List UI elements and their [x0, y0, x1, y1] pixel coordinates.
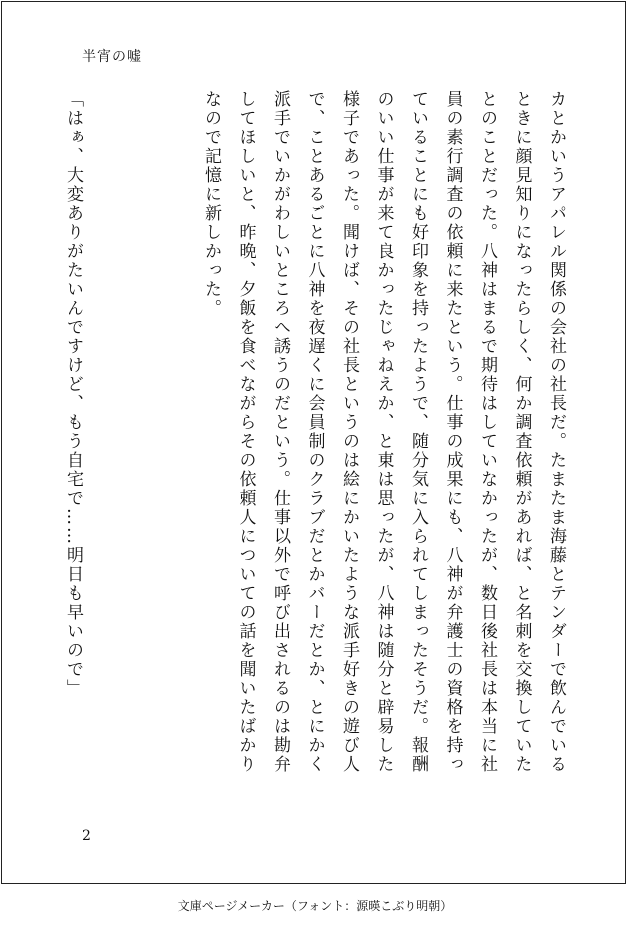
text-line: ていることにも好印象を持ったようで、随分気に入られてしまったそうだ。報酬 — [408, 90, 428, 774]
text-line: してほしいと、昨晩、夕飯を食べながらその依頼人についての話を聞いたばかり — [235, 90, 256, 774]
dialogue-line: 「はぁ、大変ありがたいんですけど、もう自宅で……明日も早いので」 — [63, 90, 83, 698]
text-line: 様子であった。聞けば、その社長というのは絵にかいたような派手好きの遊び人 — [339, 90, 359, 774]
running-title: 半宵の嘘 — [82, 49, 142, 65]
text-line: 員の素行調査の依頼に来たという。仕事の成果にも、八神が弁護士の資格を持っ — [442, 90, 463, 774]
footer-credit: 文庫ページメーカー（フォント：源暎こぶり明朝） — [177, 899, 453, 913]
text-line: ときに顔見知りになったらしく、何か調査依頼があれば、と名刺を交換していた — [511, 90, 532, 774]
text-line: で、ことあるごとに八神を夜遅くに会員制のクラブだとかバーだとか、とにかく — [304, 90, 325, 774]
text-line: 派手でいかがわしいところへ誘うのだという。仕事以外で呼び出されるのは勘弁 — [270, 90, 290, 774]
text-line: なので記憶に新しかった。 — [201, 90, 221, 318]
text-line: のいい仕事が来て良かったじゃねえか、と東は思ったが、八神は随分と辟易した — [373, 90, 394, 774]
vertical-text-body — [62, 90, 567, 774]
book-page — [1, 1, 626, 884]
page-number: 2 — [82, 828, 91, 844]
text-line: とのことだった。八神はまるで期待はしていなかったが、数日後社長は本当に社 — [477, 90, 497, 774]
text-line: カとかいうアパレル関係の会社の社長だ。たまたま海藤とテンダーで飲んでいる — [546, 90, 566, 774]
